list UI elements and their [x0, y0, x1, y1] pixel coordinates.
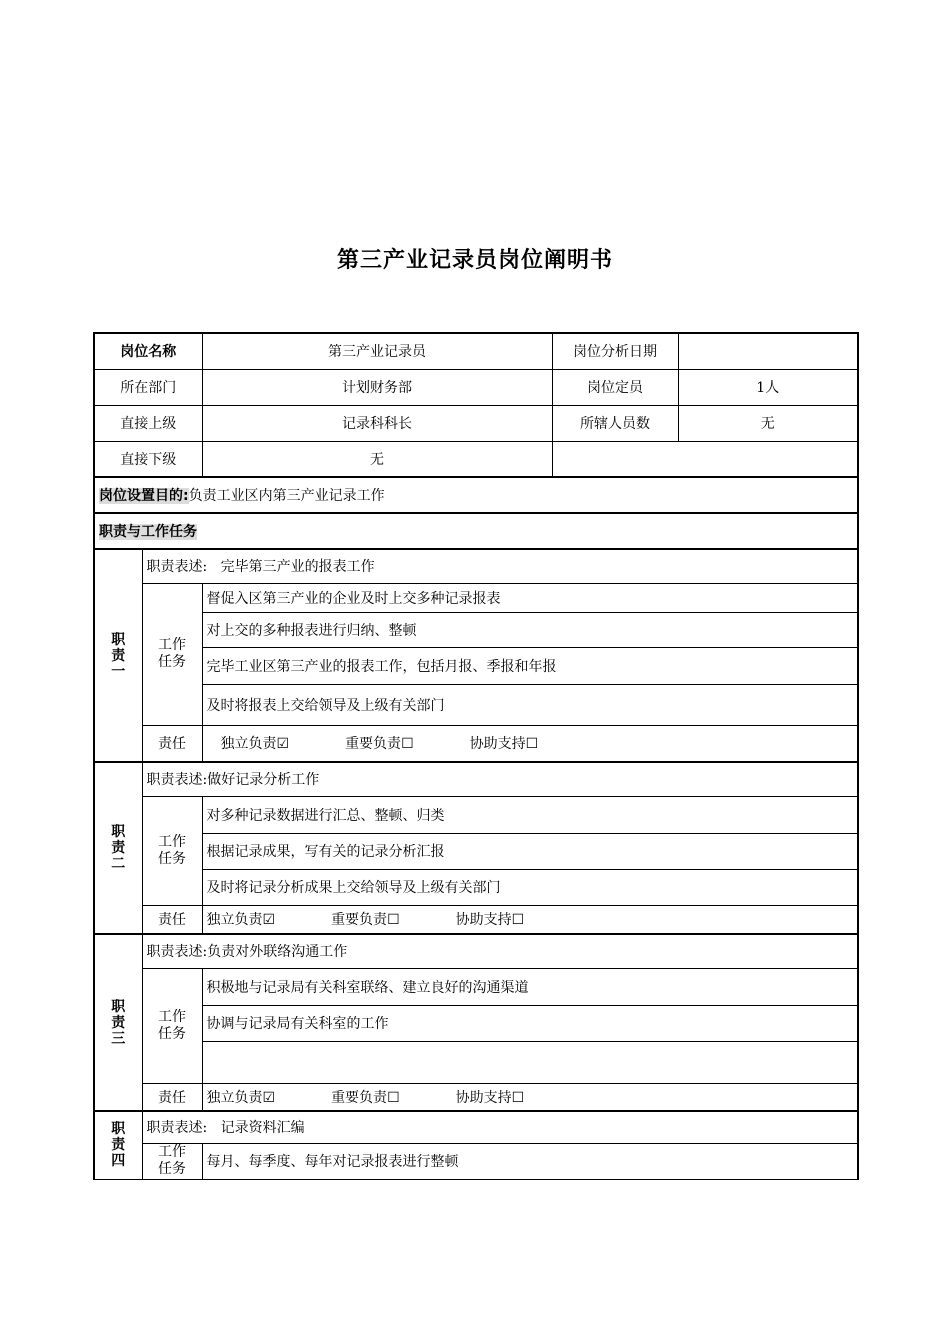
task-item: 每月、每季度、每年对记录报表进行整顿 — [202, 1143, 858, 1179]
task-item: 对多种记录数据进行汇总、整顿、归类 — [202, 796, 858, 833]
job-description-table — [93, 332, 857, 1180]
duty-description: 职责表述:负责对外联络沟通工作 — [142, 934, 858, 968]
section-title-cell — [94, 513, 858, 549]
department-label: 所在部门 — [94, 369, 202, 405]
task-item — [202, 1041, 858, 1083]
checkbox-empty-icon[interactable]: ☐ — [525, 736, 539, 753]
task-item: 完毕工业区第三产业的报表工作，包括月报、季报和年报 — [202, 647, 858, 684]
header-row — [94, 405, 858, 441]
purpose-text: 负责工业区内第三产业记录工作 — [188, 488, 385, 504]
important-option: 重要负责☐ — [331, 1089, 400, 1106]
responsibility-options — [202, 1083, 858, 1111]
task-row — [94, 583, 858, 612]
responsibility-label: 责任 — [142, 905, 202, 934]
checkbox-empty-icon[interactable]: ☐ — [401, 736, 414, 753]
header-row — [94, 333, 858, 369]
purpose-cell — [94, 477, 858, 513]
superior-value: 记录科科长 — [202, 405, 552, 441]
task-row — [94, 684, 858, 725]
duty-desc-row — [94, 549, 858, 583]
subordinate-value: 无 — [202, 441, 552, 477]
important-option: 重要负责☐ — [345, 736, 414, 753]
department-value: 计划财务部 — [202, 369, 552, 405]
assist-option: 协助支持☐ — [455, 912, 525, 929]
header-row — [94, 441, 858, 477]
responsibility-row — [94, 905, 858, 934]
responsibility-options — [202, 905, 858, 934]
responsibility-row — [94, 725, 858, 762]
responsibility-row — [94, 1083, 858, 1111]
work-task-label: 工作 任务 — [142, 1143, 202, 1179]
analysis-date-value — [678, 333, 858, 369]
section-title: 职责与工作任务 — [99, 524, 197, 540]
duty-desc-row — [94, 762, 858, 796]
checkbox-empty-icon[interactable]: ☐ — [511, 912, 525, 929]
task-row — [94, 1041, 858, 1083]
independent-option: 独立负责☑ — [206, 912, 276, 929]
duty-desc-row — [94, 934, 858, 968]
important-option: 重要负责☐ — [331, 912, 400, 929]
subordinates-count-value: 无 — [678, 405, 858, 441]
subordinates-count-label: 所辖人员数 — [552, 405, 678, 441]
headcount-label: 岗位定员 — [552, 369, 678, 405]
duty-description: 职责表述: 记录资料汇编 — [142, 1111, 858, 1143]
task-row — [94, 968, 858, 1005]
task-row — [94, 869, 858, 905]
task-item: 积极地与记录局有关科室联络、建立良好的沟通渠道 — [202, 968, 858, 1005]
task-row — [94, 1005, 858, 1041]
superior-label: 直接上级 — [94, 405, 202, 441]
duty-desc-row — [94, 1111, 858, 1143]
independent-option: 独立负责☑ — [206, 1089, 276, 1106]
page-title: 第三产业记录员岗位阐明书 — [336, 248, 613, 273]
duty-label: 职 责 三 — [94, 934, 142, 1111]
work-task-label: 工作 任务 — [142, 583, 202, 725]
duty-label: 职 责 二 — [94, 762, 142, 934]
work-task-label: 工作 任务 — [142, 796, 202, 905]
purpose-label: 岗位设置目的: — [99, 488, 189, 504]
checkbox-empty-icon[interactable]: ☐ — [387, 1089, 400, 1106]
header-row — [94, 369, 858, 405]
task-item: 根据记录成果，写有关的记录分析汇报 — [202, 833, 858, 869]
checkbox-checked-icon[interactable]: ☑ — [276, 736, 290, 753]
task-row — [94, 833, 858, 869]
responsibility-options — [202, 725, 858, 762]
task-item: 督促入区第三产业的企业及时上交多种记录报表 — [202, 583, 858, 612]
work-task-label: 工作 任务 — [142, 968, 202, 1083]
independent-option: 独立负责☑ — [220, 736, 290, 753]
task-item: 对上交的多种报表进行归纳、整顿 — [202, 612, 858, 647]
responsibility-label: 责任 — [142, 1083, 202, 1111]
analysis-date-label: 岗位分析日期 — [552, 333, 678, 369]
responsibility-label: 责任 — [142, 725, 202, 762]
duty-label: 职 责 一 — [94, 549, 142, 762]
position-name-value: 第三产业记录员 — [202, 333, 552, 369]
task-row — [94, 612, 858, 647]
checkbox-empty-icon[interactable]: ☐ — [511, 1089, 525, 1106]
headcount-value: 1人 — [678, 369, 858, 405]
checkbox-checked-icon[interactable]: ☑ — [262, 912, 276, 929]
task-item: 及时将报表上交给领导及上级有关部门 — [202, 684, 858, 725]
position-name-label: 岗位名称 — [94, 333, 202, 369]
task-item: 及时将记录分析成果上交给领导及上级有关部门 — [202, 869, 858, 905]
checkbox-checked-icon[interactable]: ☑ — [262, 1089, 276, 1106]
task-row — [94, 796, 858, 833]
subordinate-label: 直接下级 — [94, 441, 202, 477]
task-row — [94, 647, 858, 684]
section-title-row — [94, 513, 858, 549]
empty-cell — [552, 441, 858, 477]
duty-label: 职 责 四 — [94, 1111, 142, 1179]
purpose-row — [94, 477, 858, 513]
duty-description: 职责表述:做好记录分析工作 — [142, 762, 858, 796]
checkbox-empty-icon[interactable]: ☐ — [387, 912, 400, 929]
assist-option: 协助支持☐ — [469, 736, 539, 753]
assist-option: 协助支持☐ — [455, 1089, 525, 1106]
task-row — [94, 1143, 858, 1179]
task-item: 协调与记录局有关科室的工作 — [202, 1005, 858, 1041]
duty-description: 职责表述: 完毕第三产业的报表工作 — [142, 549, 858, 583]
